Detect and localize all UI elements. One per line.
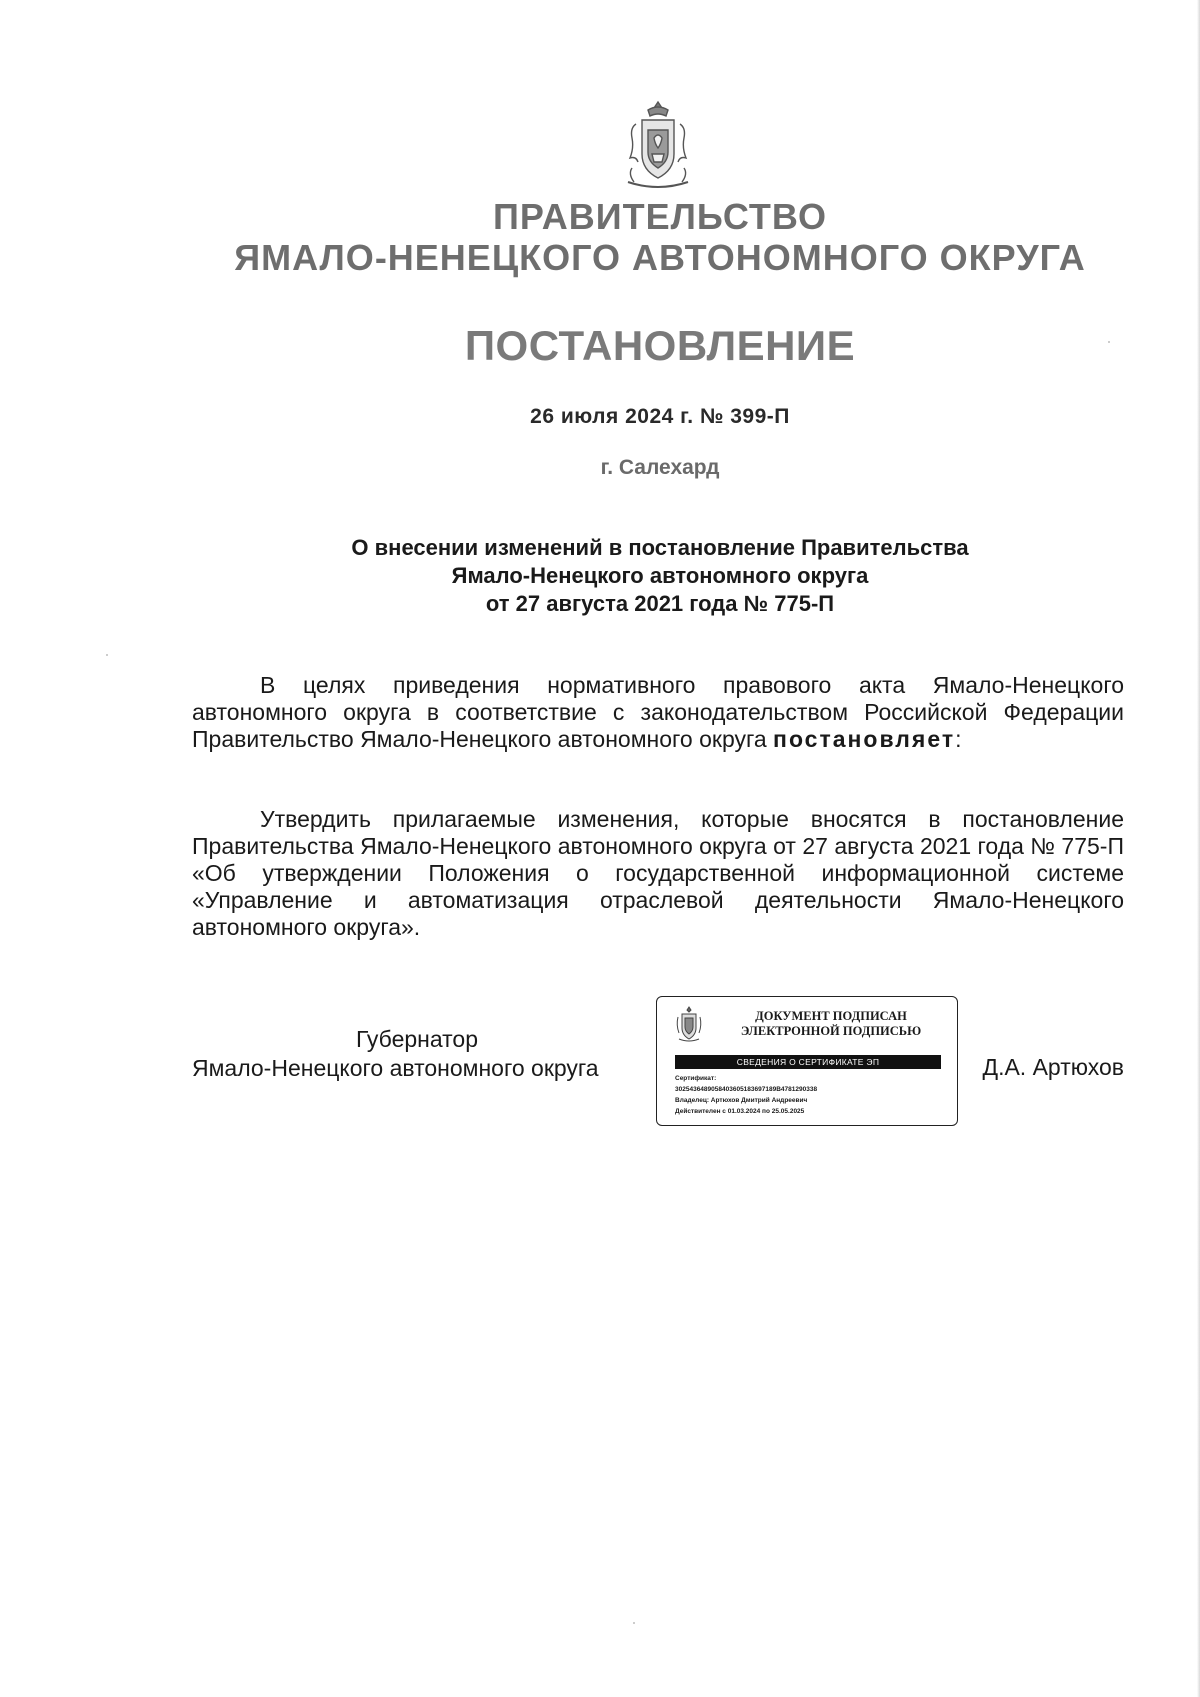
subject-line2: Ямало-Ненецкого автономного округа xyxy=(451,563,869,588)
document-city: г. Салехард xyxy=(600,456,720,479)
subject-line1: О внесении изменений в постановление Правительства xyxy=(351,535,969,560)
paragraph-2-text: Утвердить прилагаемые изменения, которые вносятся в постановление Правительства Ямало-Ненецкого автономного округа от 27 августа 2021 года № 775-П «Об утверждении Положения о государственной информационной системе «Управление и автоматизация отраслевой деятельности Ямало-Ненецкого автономного округа». xyxy=(192,806,1124,940)
stamp-owner: Владелец: Артюхов Дмитрий Андреевич xyxy=(675,1097,808,1104)
gov-title-line2: ЯМАЛО-НЕНЕЦКОГО АВТОНОМНОГО ОКРУГА xyxy=(234,237,1086,278)
document-type: ПОСТАНОВЛЕНИЕ xyxy=(464,322,856,369)
stamp-certificate-value: 3025436489058403605183697189B4781290338 xyxy=(675,1086,818,1093)
stamp-heading-line2: ЭЛЕКТРОННОЙ ПОДПИСЬЮ xyxy=(740,1024,922,1038)
scan-artifact xyxy=(106,654,108,656)
scan-artifact xyxy=(1108,341,1110,343)
scan-artifact xyxy=(633,1622,635,1624)
signer-position xyxy=(192,1025,642,1083)
document-subject xyxy=(0,534,1200,618)
subject-line3: от 27 августа 2021 года № 775-П xyxy=(485,591,835,616)
stamp-details xyxy=(675,1073,945,1117)
signer-position-line1: Губернатор xyxy=(355,1026,479,1052)
stamp-heading xyxy=(717,1009,945,1039)
paragraph-1-text: В целях приведения нормативного правового акта Ямало-Ненецкого автономного округа в соответствие с законодательством Российской Федерации Правительство Ямало-Ненецкого автономного округа xyxy=(192,672,1124,752)
stamp-certificate-label: Сертификат: xyxy=(675,1075,717,1082)
stamp-heading-line1: ДОКУМЕНТ ПОДПИСАН xyxy=(755,1009,907,1023)
gov-title-line1: ПРАВИТЕЛЬСТВО xyxy=(492,196,828,237)
signer-name: Д.А. Артюхов xyxy=(982,1054,1124,1080)
decree-word: постановляет xyxy=(773,726,956,752)
coat-of-arms-icon xyxy=(618,98,698,194)
signer-position-line2: Ямало-Ненецкого автономного округа xyxy=(192,1055,599,1081)
document-date-number: 26 июля 2024 г. № 399-П xyxy=(530,405,790,428)
body-paragraph-1 xyxy=(192,672,1124,753)
electronic-signature-stamp xyxy=(656,996,958,1126)
paragraph-1-tail: : xyxy=(955,726,962,752)
stamp-certificate-bar: СВЕДЕНИЯ О СЕРТИФИКАТЕ ЭП xyxy=(675,1055,941,1069)
body-paragraph-2 xyxy=(192,806,1124,941)
stamp-validity: Действителен с 01.03.2024 по 25.05.2025 xyxy=(675,1108,805,1115)
coat-of-arms-icon xyxy=(675,1005,703,1043)
